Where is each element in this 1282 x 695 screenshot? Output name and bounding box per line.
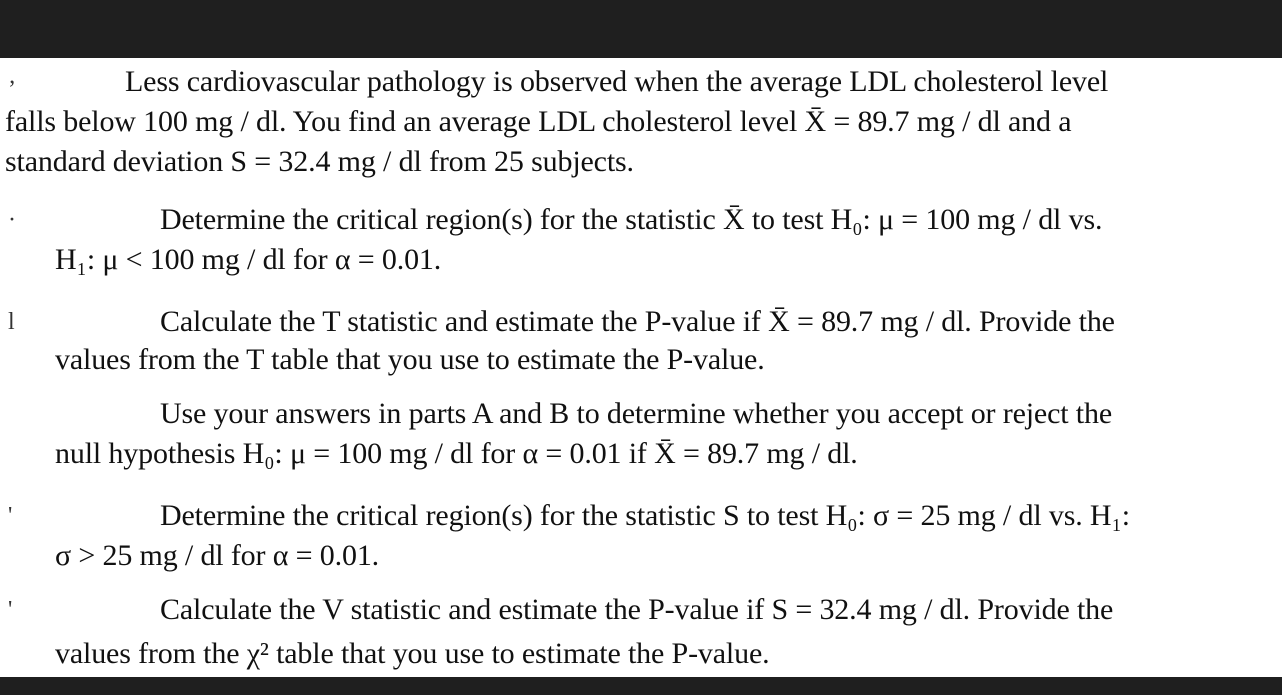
part-a-line-2: H₁: μ < 100 mg / dl for α = 0.01. bbox=[55, 243, 442, 276]
part-e-line-1: Calculate the V statistic and estimate the P-value if S = 32.4 mg / dl. Provide the bbox=[160, 593, 1114, 626]
part-c-line-1: Use your answers in parts A and B to determine whether you accept or reject the bbox=[160, 397, 1113, 430]
intro-line-1: Less cardiovascular pathology is observed when the average LDL cholesterol level bbox=[125, 65, 1109, 98]
document-page bbox=[0, 58, 1282, 677]
top-dark-bar bbox=[0, 0, 1282, 58]
part-a-line-1: Determine the critical region(s) for the statistic X̄ to test H₀: μ = 100 mg / dl vs. bbox=[160, 203, 1103, 236]
margin-mark: ' bbox=[8, 503, 13, 529]
margin-mark: ‚ bbox=[8, 63, 16, 89]
intro-line-2: falls below 100 mg / dl. You find an average LDL cholesterol level X̄ = 89.7 mg / dl and a bbox=[5, 105, 1072, 138]
margin-mark: l bbox=[8, 309, 15, 335]
part-c-line-2: null hypothesis H₀: μ = 100 mg / dl for α = 0.01 if X̄ = 89.7 mg / dl. bbox=[55, 437, 858, 470]
part-d-line-2: σ > 25 mg / dl for α = 0.01. bbox=[55, 539, 380, 572]
margin-mark: · bbox=[8, 207, 16, 233]
part-b-line-1: Calculate the T statistic and estimate the P-value if X̄ = 89.7 mg / dl. Provide the bbox=[160, 305, 1115, 338]
margin-mark: ' bbox=[8, 597, 13, 623]
bottom-dark-bar bbox=[0, 677, 1282, 695]
part-e-line-2: values from the χ² table that you use to estimate the P-value. bbox=[55, 637, 770, 670]
intro-line-3: standard deviation S = 32.4 mg / dl from 25 subjects. bbox=[5, 145, 634, 178]
part-b-line-2: values from the T table that you use to estimate the P-value. bbox=[55, 343, 765, 376]
part-d-line-1: Determine the critical region(s) for the statistic S to test H₀: σ = 25 mg / dl vs. H₁: bbox=[160, 499, 1130, 532]
